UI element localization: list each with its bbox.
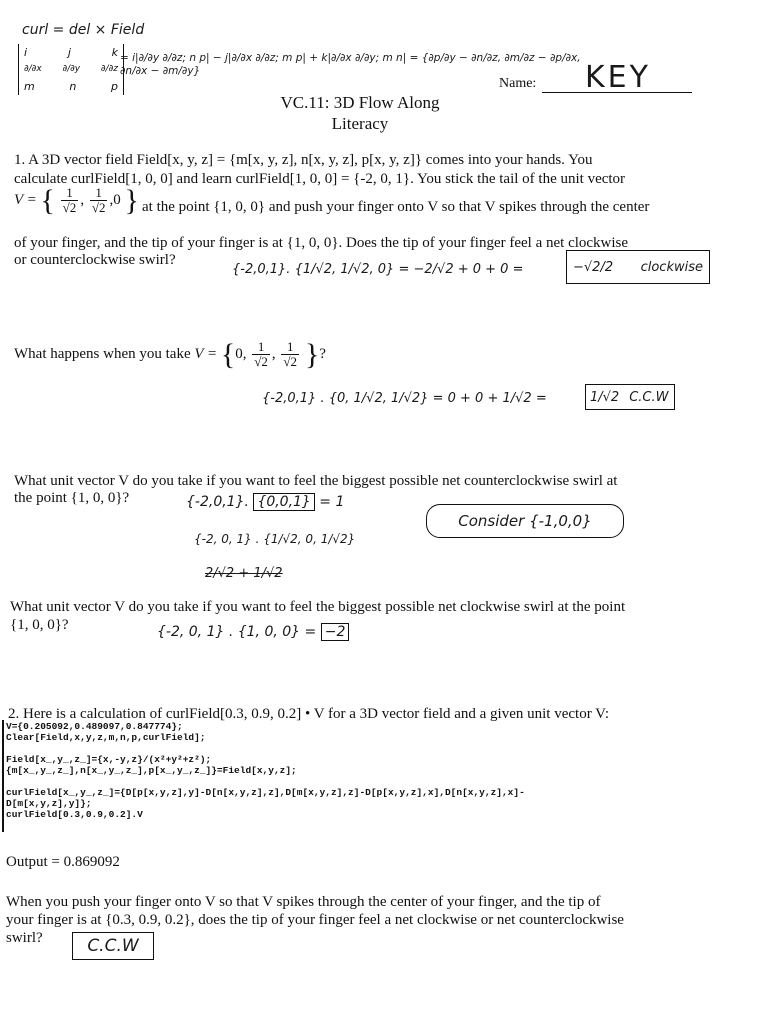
code-line: {m[x_,y_,z_],n[x_,y_,z_],p[x_,y_,z_]}=Field[x,y,z]; xyxy=(6,765,297,776)
det-cell: m xyxy=(24,80,35,93)
q1c-text-line-1: What unit vector V do you take if you want to feel the biggest possible net counterclockwise swirl at xyxy=(14,473,618,489)
q1-answer-direction: clockwise xyxy=(640,259,703,275)
q1b-handwritten-work: {-2,0,1} . {0, 1/√2, 1/√2} = 0 + 0 + 1/√2 = xyxy=(262,391,547,406)
code-line: Field[x_,y_,z_]={x,-y,z}/(x²+y²+z²); xyxy=(6,754,212,765)
code-line: V={0.205092,0.489097,0.847774}; xyxy=(6,721,183,732)
curl-definition-note: curl = del × Field xyxy=(22,22,145,38)
q1d-work: {-2, 0, 1} . {1, 0, 0} = −2 xyxy=(157,624,349,640)
q1-text-line-4: of your finger, and the tip of your finger is at {1, 0, 0}. Does the tip of your finger feel a net clockwise xyxy=(14,235,629,251)
name-value: KEY xyxy=(585,60,651,95)
q1d-answer-box: −2 xyxy=(321,623,350,641)
q1-answer-value: −√2/2 xyxy=(573,259,614,275)
code-line: curlField[0.3,0.9,0.2].V xyxy=(6,809,143,820)
det-cell: ∂/∂y xyxy=(62,64,81,74)
q1-vector-v: V = { $\frac{1}{√2}$ , $\frac{1}{√2}$ ,0 } xyxy=(14,184,139,217)
code-line: curlField[x_,y_,z_]={D[p[x,y,z],y]-D[n[x,y,z],z],D[m[x,y,z],z]-D[p[x,y,z],x],D[n[x,y,z],x]- xyxy=(6,787,525,798)
det-cell: p xyxy=(111,80,118,93)
code-line: D[m[x,y,z],y]}; xyxy=(6,798,92,809)
fraction: $\frac{1}{√2}$ xyxy=(283,339,298,369)
q1c-text-line-2: the point {1, 0, 0}? xyxy=(14,490,130,506)
q1c-boxed-vector: {0,0,1} xyxy=(253,493,314,511)
det-cell: ∂/∂z xyxy=(100,64,118,74)
curl-determinant xyxy=(18,44,124,95)
q2-question-line-2: your finger is at {0.3, 0.9, 0.2}, does the tip of your finger feel a net clockwise or net counterclockwise xyxy=(6,912,624,928)
q1-text-line-1: 1. A 3D vector field Field[x, y, z] = {m[x, y, z], n[x, y, z], p[x, y, z]} comes into your hands. You xyxy=(14,152,593,168)
q1-text-line-3: at the point {1, 0, 0} and push your finger onto V so that V spikes through the center xyxy=(142,199,650,215)
fraction: $\frac{1}{√2}$ xyxy=(91,185,106,215)
det-cell: n xyxy=(69,80,77,93)
v-label: V = xyxy=(14,191,37,208)
code-line xyxy=(6,776,525,787)
det-cell: k xyxy=(111,46,118,59)
q1b-question: What happens when you take V = {0, $\frac{1}{√2}$ , $\frac{1}{√2}$ }? xyxy=(14,338,326,371)
q1-answer-box xyxy=(566,250,710,284)
curl-expansion: = i|∂/∂y ∂/∂z; n p| − j|∂/∂x ∂/∂z; m p| + k|∂/∂x ∂/∂y; m n| = {∂p/∂y − ∂n/∂z, ∂m/∂z − ∂p/∂x, ∂n/∂x − ∂m/∂y} xyxy=(120,52,581,77)
q2-code-bracket xyxy=(2,720,4,832)
q1-handwritten-work: {-2,0,1}. {1/√2, 1/√2, 0} = −2/√2 + 0 + 0 = xyxy=(232,262,524,277)
name-label: Name: xyxy=(499,76,537,91)
q2-code-block xyxy=(6,721,525,820)
q2-answer-box: C.C.W xyxy=(72,932,154,960)
q2-question-line-3: swirl? xyxy=(6,930,43,946)
det-cell: ∂/∂x xyxy=(24,64,42,74)
worksheet-title: VC.11: 3D Flow Along xyxy=(280,93,440,112)
q1b-answer-direction: C.C.W xyxy=(629,389,669,405)
q1c-work-line-2: {-2, 0, 1} . {1/√2, 0, 1/√2} xyxy=(194,532,356,546)
q1b-answer-box xyxy=(585,384,675,410)
q2-intro: 2. Here is a calculation of curlField[0.3, 0.9, 0.2] • V for a 3D vector field and a given unit vector V: xyxy=(8,706,610,722)
q1c-scratch-work: 2/√2 + 1/√2 xyxy=(205,566,283,581)
det-cell: i xyxy=(24,46,28,59)
q1d-text-line-1: What unit vector V do you take if you want to feel the biggest possible net clockwise swirl at the point xyxy=(10,599,626,615)
q1c-consider-box: Consider {-1,0,0} xyxy=(426,504,624,538)
q1-text-line-2: calculate curlField[1, 0, 0] and learn curlField[1, 0, 0] = {-2, 0, 1}. You stick the tail of the unit vector xyxy=(14,171,626,187)
q2-output: Output = 0.869092 xyxy=(6,854,120,870)
q1b-answer-value: 1/√2 xyxy=(590,389,620,405)
fraction: $\frac{1}{√2}$ xyxy=(254,339,268,369)
worksheet-subtitle: Literacy xyxy=(331,114,389,133)
q2-question-line-1: When you push your finger onto V so that V spikes through the center of your finger, and the tip of xyxy=(6,894,601,910)
code-line xyxy=(6,743,525,754)
q1d-text-line-2: {1, 0, 0}? xyxy=(10,617,69,633)
det-cell: j xyxy=(67,46,71,59)
q1-text-line-5: or counterclockwise swirl? xyxy=(14,252,176,268)
fraction: $\frac{1}{√2}$ xyxy=(62,185,77,215)
q1c-work-line-1: {-2,0,1}. {0,0,1} = 1 xyxy=(186,494,345,510)
code-line: Clear[Field,x,y,z,m,n,p,curlField]; xyxy=(6,732,206,743)
